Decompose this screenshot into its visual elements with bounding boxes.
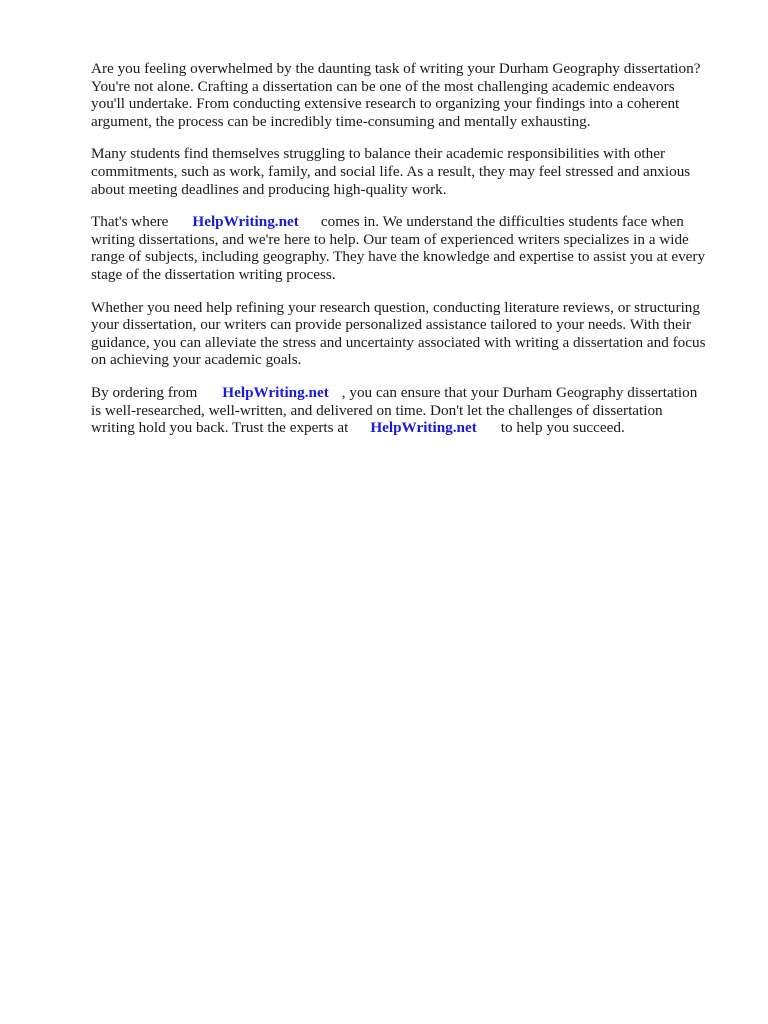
- text-fragment: By ordering from: [91, 383, 198, 401]
- text-line: commitments, such as work, family, and social life. As a result, they may feel stressed and anxious: [91, 162, 691, 180]
- text-fragment: That's where: [91, 213, 169, 231]
- text-line: Whether you need help refining your research question, conducting literature reviews, or structuring: [91, 298, 700, 316]
- paragraph-service: [91, 213, 731, 283]
- paragraph-intro: [91, 60, 731, 130]
- document-body: [91, 60, 731, 452]
- text-line: is well-researched, well-written, and delivered on time. Don't let the challenges of dissertation: [91, 401, 663, 419]
- text-fragment: writing hold you back. Trust the experts at: [91, 419, 349, 437]
- text-fragment: , you can ensure that your Durham Geography dissertation: [341, 383, 698, 401]
- text-line: your dissertation, our writers can provide personalized assistance tailored to your needs. With their: [91, 316, 692, 334]
- text-line: [91, 384, 731, 402]
- text-line: argument, the process can be incredibly time-consuming and mentally exhausting.: [91, 112, 591, 130]
- paragraph-struggles: [91, 145, 731, 198]
- text-line: Many students find themselves struggling to balance their academic responsibilities with other: [91, 145, 666, 163]
- text-line: guidance, you can alleviate the stress and uncertainty associated with writing a dissertation and focus: [91, 333, 706, 351]
- helpwriting-link[interactable]: HelpWriting.net: [222, 383, 329, 401]
- text-fragment: comes in. We understand the difficulties students face when: [320, 213, 684, 231]
- text-line: range of subjects, including geography. They have the knowledge and expertise to assist you at every: [91, 248, 706, 266]
- text-line: about meeting deadlines and producing high-quality work.: [91, 180, 447, 198]
- text-line: stage of the dissertation writing process.: [91, 265, 336, 283]
- text-line: you'll undertake. From conducting extensive research to organizing your findings into a coherent: [91, 95, 680, 113]
- text-line: [91, 213, 731, 231]
- text-line: Are you feeling overwhelmed by the daunting task of writing your Durham Geography dissertation?: [91, 60, 701, 77]
- text-line: writing dissertations, and we're here to help. Our team of experienced writers specializes in a wide: [91, 230, 689, 248]
- helpwriting-link[interactable]: HelpWriting.net: [192, 213, 299, 231]
- text-line: [91, 419, 731, 437]
- paragraph-closing: [91, 384, 731, 437]
- helpwriting-link[interactable]: HelpWriting.net: [370, 419, 477, 437]
- text-fragment: to help you succeed.: [500, 419, 625, 437]
- text-line: You're not alone. Crafting a dissertation can be one of the most challenging academic endeavors: [91, 77, 675, 95]
- text-line: on achieving your academic goals.: [91, 351, 302, 369]
- paragraph-assistance: [91, 299, 731, 369]
